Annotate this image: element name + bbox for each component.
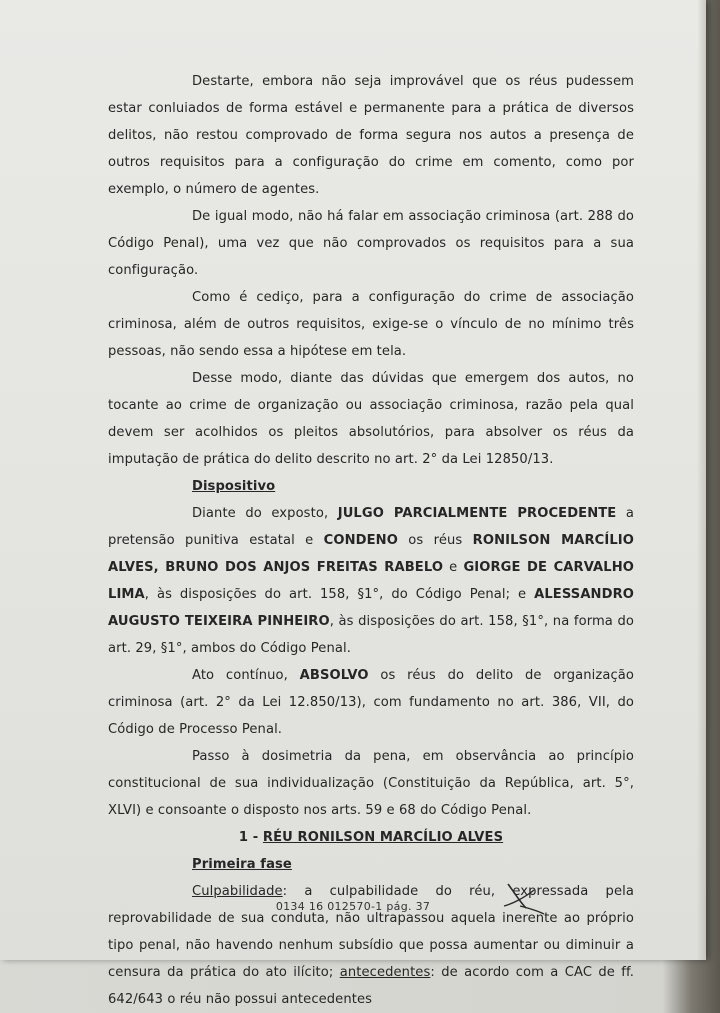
text-run: : a culpabilidade do réu, expressada pela reprovabilidade de sua conduta, não ultrapassou aquela inerente ao próprio tipo penal, não havendo nenhum subsídio que possa aumentar ou diminuir a censura da prática do ato ilícito; [108, 884, 634, 980]
dispositivo-paragraph-2 [108, 662, 634, 743]
heading-name: RÉU RONILSON MARCÍLIO ALVES [262, 830, 504, 845]
dispositivo-paragraph-3: Passo à dosimetria da pena, em observância ao princípio constitucional de sua individualização (Constituição da República, art. 5°, XLVI) e consoante o disposto nos arts. 59 e 68 do Código Penal. [108, 749, 634, 818]
bold-run: GIORGE DE CARVALHO LIMA [108, 560, 635, 602]
text-run: : de acordo com a CAC de ff. 642/643 o réu não possui antecedentes [108, 965, 634, 1007]
bold-run: CONDENO [323, 533, 398, 548]
text-run: Ato contínuo, [192, 668, 300, 683]
text-run: , às disposições do art. 158, §1°, na forma do art. 29, §1°, ambos do Código Penal. [108, 614, 634, 656]
heading-prefix: 1 - [238, 830, 263, 845]
bold-run: ABSOLVO [299, 668, 369, 683]
text-run: os réus do delito de organização criminosa (art. 2° da Lei 12.850/13), com fundamento no art. 386, VII, do Código de Processo Penal. [108, 668, 634, 737]
bold-run: JULGO PARCIALMENTE PROCEDENTE [337, 506, 617, 521]
text-run: os réus [397, 533, 473, 548]
document-body [108, 68, 634, 1013]
primeira-fase-heading: Primeira fase [192, 857, 292, 872]
culpabilidade-label: Culpabilidade [192, 884, 283, 899]
text-run: e [443, 560, 464, 575]
paragraph-3: Como é cediço, para a configuração do crime de associação criminosa, além de outros requisitos, exige-se o vínculo de no mínimo três pessoas, não sendo essa a hipótese em tela. [108, 290, 634, 359]
dispositivo-paragraph-1 [108, 500, 634, 662]
reu-heading [108, 824, 634, 851]
paragraph-2: De igual modo, não há falar em associação criminosa (art. 288 do Código Penal), uma vez que não comprovados os requisitos para a sua configuração. [108, 209, 634, 278]
text-run: a pretensão punitiva estatal e [108, 506, 634, 548]
text-run: Diante do exposto, [192, 506, 338, 521]
paragraph-1: Destarte, embora não seja improvável que os réus pudessem estar conluiados de forma estável e permanente para a prática de diversos delitos, não restou comprovado de forma segura nos autos a presença de outros requisitos para a configuração do crime em comento, como por exemplo, o número de agentes. [108, 74, 634, 197]
culpabilidade-paragraph [108, 878, 634, 1013]
paragraph-4: Desse modo, diante das dúvidas que emergem dos autos, no tocante ao crime de organização ou associação criminosa, razão pela qual devem ser acolhidos os pleitos absolutórios, para absolver os réus da imputação de prática do delito descrito no art. 2° da Lei 12850/13. [108, 371, 634, 467]
page-edge [697, 0, 706, 960]
text-run: , às disposições do art. 158, §1°, do Código Penal; e [144, 587, 535, 602]
bold-run: ALESSANDRO AUGUSTO TEIXEIRA PINHEIRO [108, 587, 634, 629]
page-footer: 0134 16 012570-1 pág. 37 [275, 900, 431, 913]
dispositivo-heading: Dispositivo [192, 479, 276, 494]
bold-run: RONILSON MARCÍLIO ALVES, BRUNO DOS ANJOS FREITAS RABELO [108, 533, 634, 575]
antecedentes-label: antecedentes [339, 965, 431, 980]
